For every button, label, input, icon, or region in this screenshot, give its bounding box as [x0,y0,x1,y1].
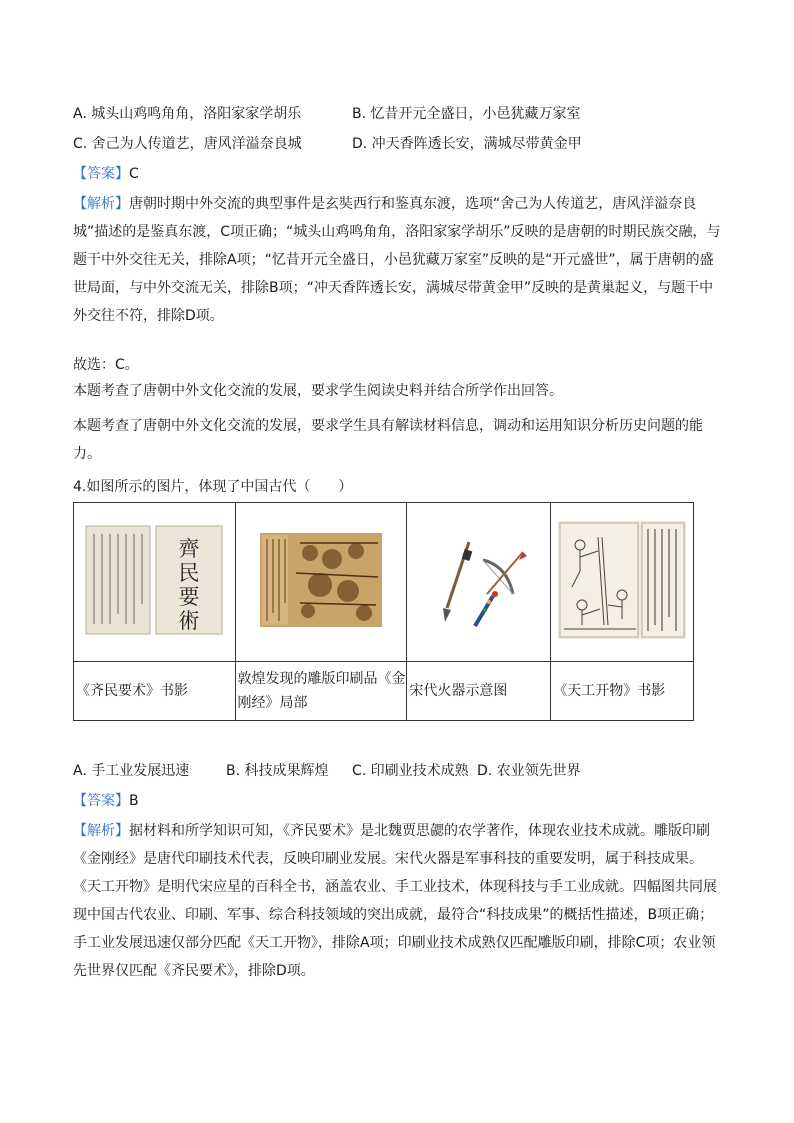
jingangjing-image [235,503,407,662]
answer-value: C [129,166,139,182]
q4-option-d: D. 农业领先世界 [477,763,581,779]
analysis-tag: 【解析】 [73,823,129,839]
caption-jingangjing: 敦煌发现的雕版印刷品《金刚经》局部 [235,662,407,721]
q3-option-c: C. 舍己为人传道艺，唐风洋溢奈良城 [73,136,302,152]
q3-option-b: B. 忆昔开元全盛日，小邑犹藏万家室 [352,106,581,122]
q4-analysis [73,817,723,985]
answer-tag: 【答案】 [73,793,129,809]
q4-option-b: B. 科技成果辉煌 [226,763,329,779]
caption-qimin-yaoshu: 《齐民要术》书影 [74,662,236,721]
q3-note-2: 本题考查了唐朝中外文化交流的发展，要求学生具有解读材料信息，调动和运用知识分析历史问题的能力。 [73,418,703,462]
cover-char-4: 術 [178,609,200,633]
qimin-yaoshu-image [74,503,236,662]
q3-note-1: 本题考查了唐朝中外文化交流的发展，要求学生阅读史料并结合所学作出回答。 [73,383,563,399]
analysis-tag: 【解析】 [73,196,129,212]
answer-value: B [129,793,139,809]
cover-char-3: 要 [178,585,200,609]
q3-option-a: A. 城头山鸡鸣角角，洛阳家家学胡乐 [73,106,302,122]
q3-option-d: D. 冲天香阵透长安，满城尽带黄金甲 [352,136,582,152]
song-firearms-image [407,503,551,662]
caption-song-firearms: 宋代火器示意图 [407,662,551,721]
analysis-text: 唐朝时期中外交流的典型事件是玄奘西行和鉴真东渡，选项“舍己为人传道艺，唐风洋溢奈良城”描述的是鉴真东渡，C项正确；“城头山鸡鸣角角，洛阳家家学胡乐”反映的是唐朝的时期民族交融，与题干中外交往无关，排除A项；“忆昔开元全盛日，小邑犹藏万家室”反映的是“开元盛世”，属于唐朝的盛世局面，与中外交流无关，排除B项；“冲天香阵透长安，满城尽带黄金甲”反映的是黄巢起义，与题干中外交往不符，排除D项。 [73,196,721,324]
q4-answer [73,791,139,811]
q3-analysis [73,190,723,330]
q4-option-a: A. 手工业发展迅速 [73,763,190,779]
q4-stem: 4.如图所示的图片，体现了中国古代（ ） [73,479,353,495]
q3-answer [73,164,139,184]
analysis-text: 据材料和所学知识可知，《齐民要术》是北魏贾思勰的农学著作，体现农业技术成就。雕版印刷《金刚经》是唐代印刷技术代表，反映印刷业发展。宋代火器是军事科技的重要发明，属于科技成果。《天工开物》是明代宋应星的百科全书，涵盖农业、手工业技术，体现科技与手工业成就。四幅图共同展现中国古代农业、印刷、军事、综合科技领域的突出成就，最符合“科技成果”的概括性描述，B项正确；手工业发展迅速仅部分匹配《天工开物》，排除A项；印刷业技术成熟仅匹配雕版印刷，排除C项；农业领先世界仅匹配《齐民要术》，排除D项。 [73,823,717,979]
tiangong-kaiwu-image [551,503,694,662]
q3-choice: 故选：C。 [73,357,139,373]
q4-image-table [73,502,694,721]
q4-option-c: C. 印刷业技术成熟 [352,763,469,779]
cover-char-2: 民 [178,561,200,585]
cover-char-1: 齊 [178,537,200,561]
caption-tiangong-kaiwu: 《天工开物》书影 [551,662,694,721]
answer-tag: 【答案】 [73,166,129,182]
